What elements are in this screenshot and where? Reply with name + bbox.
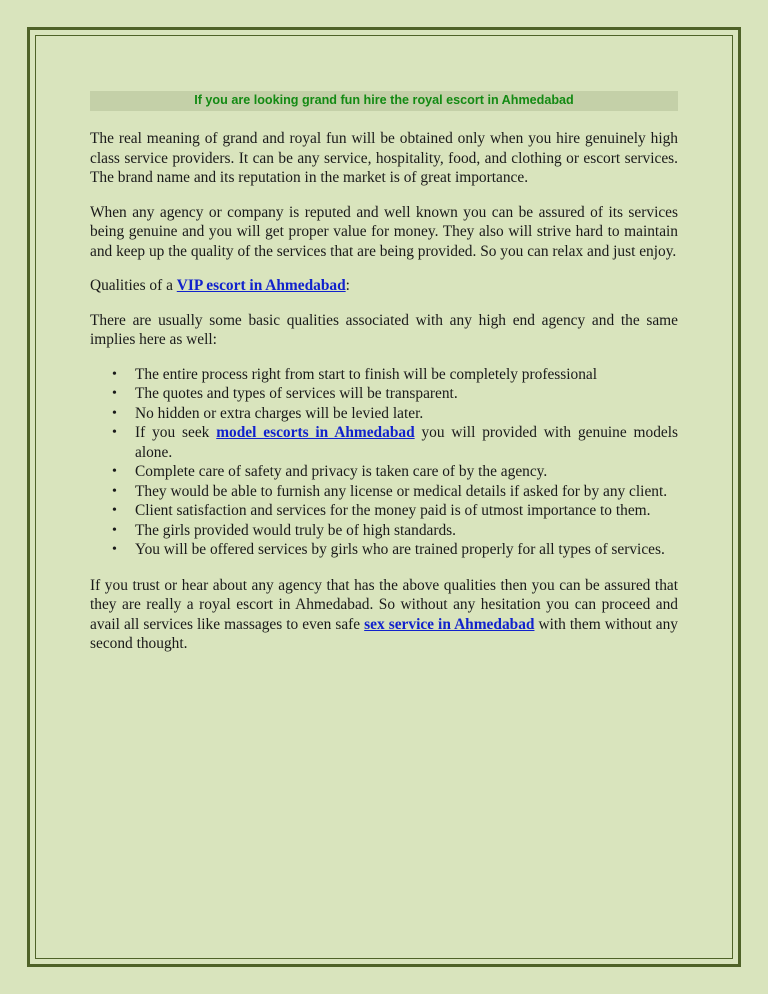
vip-escort-link[interactable]: VIP escort in Ahmedabad: [176, 277, 346, 294]
paragraph-reputation: When any agency or company is reputed and well known you can be assured of its services being genuine and you will get proper value for money. They also will strive hard to maintain and keep up the quality of the services that are being provided. So you can relax and just enjoy.: [90, 203, 678, 260]
list-item: • You will be offered services by girls who are trained properly for all types of services.: [90, 540, 678, 560]
paragraph-intro: The real meaning of grand and royal fun will be obtained only when you hire genuinely high class service providers. It can be any service, hospitality, food, and clothing or escort services. The brand name and its reputation in the market is of great importance.: [90, 130, 678, 186]
qualities-list: [90, 365, 678, 560]
qualities-heading-colon: :: [345, 277, 350, 294]
list-item-text: If you seek: [135, 424, 217, 441]
paragraph-conclusion: [90, 576, 678, 654]
list-item: • No hidden or extra charges will be levied later.: [90, 404, 678, 424]
list-item: • The quotes and types of services will be transparent.: [90, 384, 678, 404]
qualities-heading-text: Qualities of a: [90, 277, 177, 294]
list-item: • Complete care of safety and privacy is taken care of by the agency.: [90, 462, 678, 482]
list-item-text: you will provided with genuine models alone.: [135, 424, 678, 461]
list-item: [90, 423, 678, 462]
list-item: • The girls provided would truly be of high standards.: [90, 521, 678, 541]
list-item: • The entire process right from start to finish will be completely professional: [90, 365, 678, 385]
document-title: If you are looking grand fun hire the royal escort in Ahmedabad: [194, 93, 574, 108]
list-item: • Client satisfaction and services for the money paid is of utmost importance to them.: [90, 501, 678, 521]
paragraph-qualities-heading: [90, 276, 678, 296]
list-item: • They would be able to furnish any license or medical details if asked for by any client.: [90, 482, 678, 502]
model-escorts-link[interactable]: model escorts in Ahmedabad: [216, 424, 415, 441]
conclusion-text: If you trust or hear about any agency that has the above qualities then you can be assured that they are really a royal escort in Ahmedabad. So without any hesitation you can proceed and avail all services like massages to even safe: [90, 576, 678, 633]
paragraph-basic-qualities: There are usually some basic qualities associated with any high end agency and the same implies here as well:: [90, 311, 678, 348]
service-link[interactable]: sex service in Ahmedabad: [364, 615, 535, 633]
document-body: [90, 91, 678, 669]
conclusion-text-end: with them without any second thought.: [90, 615, 678, 652]
title-band: [90, 91, 678, 111]
